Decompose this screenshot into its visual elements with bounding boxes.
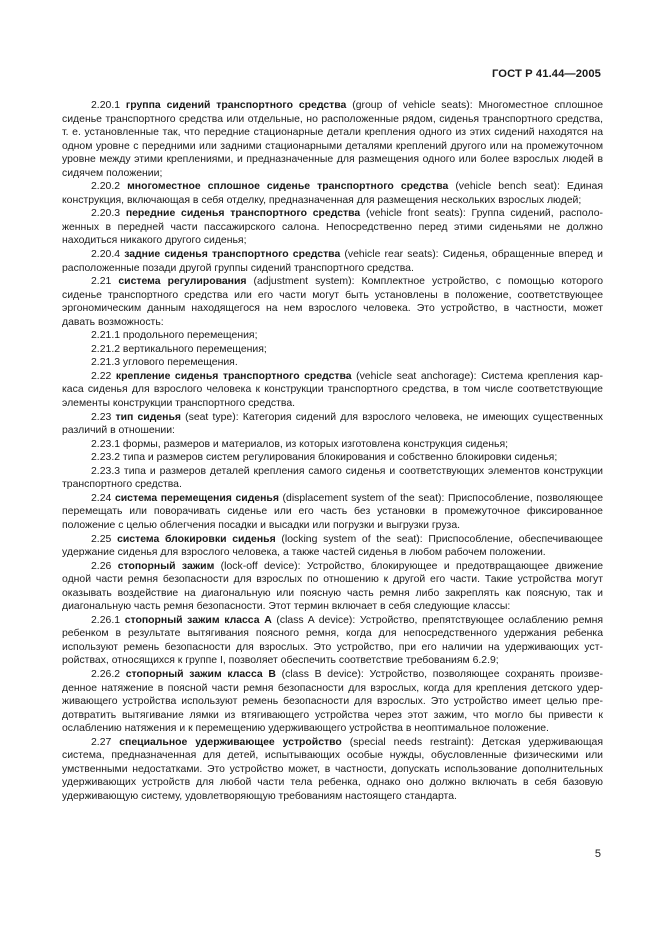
- paragraph-2-27: [62, 736, 603, 804]
- clause-number: 2.23.2: [91, 452, 121, 464]
- clause-number: 2.20.3: [91, 208, 121, 220]
- paragraph-2-26: [62, 560, 603, 614]
- term-heading: многоместное сплошное сиденье транспортного средства: [127, 181, 449, 193]
- paragraph-text: (adjustment system): Комплектное устройство, с помощью которого сиденье транспортного средства или его части могут быть установлены в положение, соответствующее эргономическим данным находящегося на нем взрослого человека. Это устройство, в частности, может давать возможность:: [62, 276, 604, 328]
- term-heading: специальное удерживающее устройство: [119, 736, 342, 748]
- clause-number: 2.21: [91, 276, 112, 288]
- term-heading: тип сиденья: [115, 411, 181, 423]
- paragraph-2-26-2: [62, 668, 603, 736]
- clause-number: 2.21.1: [91, 330, 121, 342]
- paragraph-text: продольного перемещения;: [120, 330, 258, 342]
- term-heading: стопорный зажим класса В: [125, 668, 276, 680]
- paragraph-text: (class A device): Устройство, препятствующее ослаблению ремня ребенком в результате вытягивания поясного ремня, когда для непосредственного удержания ребенка используют ремень безопасности для взрослых. Это устройство, при его наличии на удерживающих устройствах, относящихся к группе I, позволяет обеспечить соответствие требованиям 6.2.9;: [62, 614, 603, 667]
- paragraph-text: (vehicle rear seats): Сиденья, обращенные вперед и расположенные позади другой группы сидений транспортного средства.: [62, 249, 603, 274]
- document-body: [62, 99, 603, 803]
- term-heading: крепление сиденья транспортного средства: [115, 370, 352, 382]
- paragraph-2-23-1: [62, 438, 603, 452]
- paragraph-2-21-3: [62, 356, 603, 370]
- document-code: ГОСТ Р 41.44—2005: [492, 68, 601, 80]
- paragraph-2-20-1: [62, 99, 603, 180]
- clause-number: 2.27: [91, 736, 112, 748]
- paragraph-2-22: [62, 370, 603, 411]
- paragraph-2-26-1: [62, 614, 603, 668]
- paragraph-text: (displacement system of the seat): Приспособление, позволяющее перемещать или поворачивать сиденье или его часть без установки в промежуточное фиксированное положение с целью облегчения посадки и высадки или погрузки и выгрузки груза.: [62, 492, 603, 531]
- clause-number: 2.24: [91, 492, 112, 504]
- term-heading: стопорный зажим: [117, 560, 215, 572]
- clause-number: 2.21.3: [91, 357, 121, 369]
- paragraph-text: (group of vehicle seats): Многоместное сплошное сиденье транспортного средства или отдельные, но расположенные рядом, сиденья транспортного средства, т. е. установленные так, что передние стационарные детали крепления одного из этих сидений находятся на одном уровне с передними или задними стационарными деталями креплений другого или на промежуточном уровне между этими креплениями, и предназначенные для размещения одного или более взрослых людей в сидячем положении;: [62, 100, 604, 179]
- clause-number: 2.26.1: [91, 614, 121, 626]
- paragraph-text: типа и размеров систем регулирования блокирования и собственно блокировки сиденья;: [120, 452, 558, 464]
- paragraph-2-21: [62, 275, 603, 329]
- term-heading: система регулирования: [118, 276, 247, 288]
- paragraph-2-21-1: [62, 329, 603, 343]
- paragraph-text: (special needs restraint): Детская удерживающая система, предназначенная для детей, испытывающих особые нужды, обусловленные физическими или умственными недостатками. Это устройство может, в частности, допускать использование дополнительных удерживающих устройств для любой части тела ребенка, однако оно должно включать в себя базовую удерживающую систему, удовлетворяющую требованиям настоящего стандарта.: [62, 736, 604, 802]
- paragraph-text: типа и размеров деталей крепления самого сиденья и соответствующих элементов конструкции транспортного средства.: [62, 465, 603, 491]
- paragraph-text: формы, размеров и материалов, из которых изготовлена конструкция сиденья;: [120, 438, 509, 450]
- clause-number: 2.21.2: [91, 343, 121, 355]
- term-heading: система перемещения сиденья: [114, 492, 279, 504]
- term-heading: задние сиденья транспортного средства: [124, 249, 341, 261]
- paragraph-text: вертикального перемещения;: [120, 343, 267, 355]
- paragraph-2-20-4: [62, 248, 603, 275]
- clause-number: 2.20.1: [91, 100, 121, 111]
- paragraph-text: (vehicle seat anchorage): Система крепления каркаса сиденья для взрослого человека к конструкции транспортного средства, в том числе соответствующие элементы конструкции транспортного средства.: [62, 370, 603, 410]
- clause-number: 2.23: [91, 411, 112, 423]
- paragraph-text: углового перемещения.: [120, 357, 238, 369]
- term-heading: группа сидений транспортного средства: [125, 100, 347, 111]
- clause-number: 2.23.1: [91, 438, 121, 450]
- paragraph-text: (class B device): Устройство, позволяющее сохранять произведенное натяжение в поясной части ремня безопасности для взрослых, когда для крепления детского удерживающего устройства используют ремень безопасности для взрослых. Это устройство имеет целью предотвратить вытягивание лямки из втягивающего устройства через этот зажим, что могло бы привести к ослаблению натяжения и к перемещению удерживающего устройства в неоптимальное положение.: [62, 668, 603, 735]
- paragraph-2-24: [62, 492, 603, 533]
- term-heading: стопорный зажим класса А: [124, 614, 272, 626]
- paragraph-2-25: [62, 533, 603, 560]
- clause-number: 2.26.2: [91, 668, 121, 680]
- clause-number: 2.22: [91, 370, 112, 382]
- paragraph-2-20-3: [62, 207, 603, 248]
- paragraph-2-23-2: [62, 451, 603, 465]
- paragraph-text: (vehicle bench seat): Единая конструкция, включающая в себя отделку, предназначенная для размещения нескольких взрослых людей;: [62, 181, 603, 206]
- paragraph-2-23: [62, 411, 603, 438]
- clause-number: 2.26: [91, 560, 112, 572]
- paragraph-text: (lock-off device): Устройство, блокирующее и предотвращающее движение одной части ремня безопасности для взрослых по отношению к другой его части. Такие устройства могут оказывать воздействие на диагональную или поясную часть ремня либо закреплять как поясную, так и диагональную часть ремня безопасности. Этот термин включает в себя следующие классы:: [62, 560, 603, 613]
- paragraph-text: (vehicle front seats): Группа сидений, расположенных в передней части пассажирского салона. Непосредственно перед этими сиденьями не должно находиться никакого другого сиденья;: [62, 208, 603, 247]
- clause-number: 2.23.3: [91, 465, 121, 477]
- clause-number: 2.25: [91, 533, 112, 545]
- paragraph-2-20-2: [62, 180, 603, 207]
- page-number: 5: [594, 848, 601, 860]
- clause-number: 2.20.2: [91, 181, 121, 193]
- paragraph-text: (seat type): Категория сидений для взрослого человека, не имеющих существенных различий в отношении:: [62, 411, 604, 437]
- paragraph-text: (locking system of the seat): Приспособление, обеспечивающее удержание сиденья для взрослого человека, а также частей сиденья в любом рабочем положении.: [62, 533, 603, 559]
- clause-number: 2.20.4: [91, 249, 121, 261]
- term-heading: передние сиденья транспортного средства: [125, 208, 361, 220]
- paragraph-2-21-2: [62, 343, 603, 357]
- paragraph-2-23-3: [62, 465, 603, 492]
- term-heading: система блокировки сиденья: [117, 533, 276, 545]
